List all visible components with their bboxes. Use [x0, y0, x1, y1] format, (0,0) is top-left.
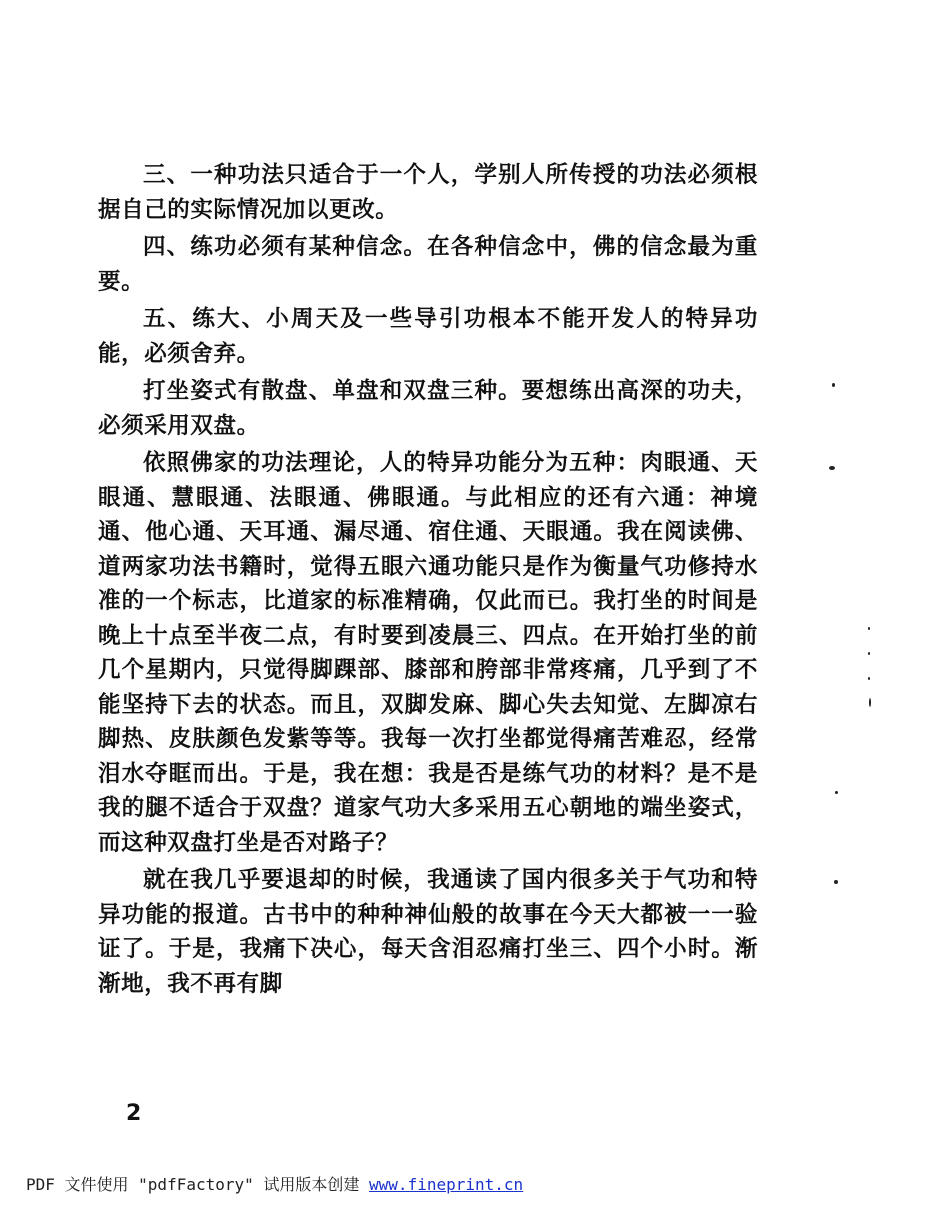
paragraph-3: 五、练大、小周天及一些导引功根本不能开发人的特异功能，必须舍弃。	[98, 306, 758, 367]
paragraph-4: 打坐姿式有散盘、单盘和双盘三种。要想练出高深的功夫，必须采用双盘。	[98, 378, 758, 439]
scan-speck	[868, 652, 870, 655]
footer-link[interactable]: www.fineprint.cn	[369, 1175, 524, 1194]
page-body	[98, 158, 758, 1001]
scan-speck	[835, 791, 838, 794]
paragraph-1: 三、一种功法只适合于一个人，学别人所传授的功法必须根据自己的实际情况加以更改。	[98, 162, 758, 223]
paragraph-6: 就在我几乎要退却的时候，我通读了国内很多关于气功和特异功能的报道。古书中的种种神仙般的故事在今天大都被一一验证了。于是，我痛下决心，每天含泪忍痛打坐三、四个小时。渐渐地，我不再有脚	[98, 867, 758, 997]
scan-speck	[834, 880, 838, 884]
scan-speck	[868, 627, 870, 630]
scan-speck	[868, 677, 870, 680]
scan-speck	[829, 466, 835, 470]
paragraph-5: 依照佛家的功法理论，人的特异功能分为五种：肉眼通、天眼通、慧眼通、法眼通、佛眼通。与此相应的还有六通：神境通、他心通、天耳通、漏尽通、宿住通、天眼通。我在阅读佛、道两家功法书籍时，觉得五眼六通功能只是作为衡量气功修持水准的一个标志，比道家的标准精确，仅此而已。我打坐的时间是晚上十点至半夜二点，有时要到凌晨三、四点。在开始打坐的前几个星期内，只觉得脚踝部、膝部和胯部非常疼痛，几乎到了不能坚持下去的状态。而且，双脚发麻、脚心失去知觉、左脚凉右脚热、皮肤颜色发紫等等。我每一次打坐都觉得痛苦难忍，经常泪水夺眶而出。于是，我在想：我是否是练气功的材料？是不是我的腿不适合于双盘？道家气功大多采用五心朝地的端坐姿式，而这种双盘打坐是否对路子？	[98, 450, 758, 856]
scan-speck	[832, 383, 835, 387]
footer-prefix: PDF 文件使用 "pdfFactory" 试用版本创建	[26, 1175, 370, 1194]
page-number: 2	[126, 1101, 142, 1126]
paragraph-2: 四、练功必须有某种信念。在各种信念中，佛的信念最为重要。	[98, 234, 758, 295]
scan-speck	[869, 698, 871, 707]
pdf-footer	[26, 1172, 523, 1195]
